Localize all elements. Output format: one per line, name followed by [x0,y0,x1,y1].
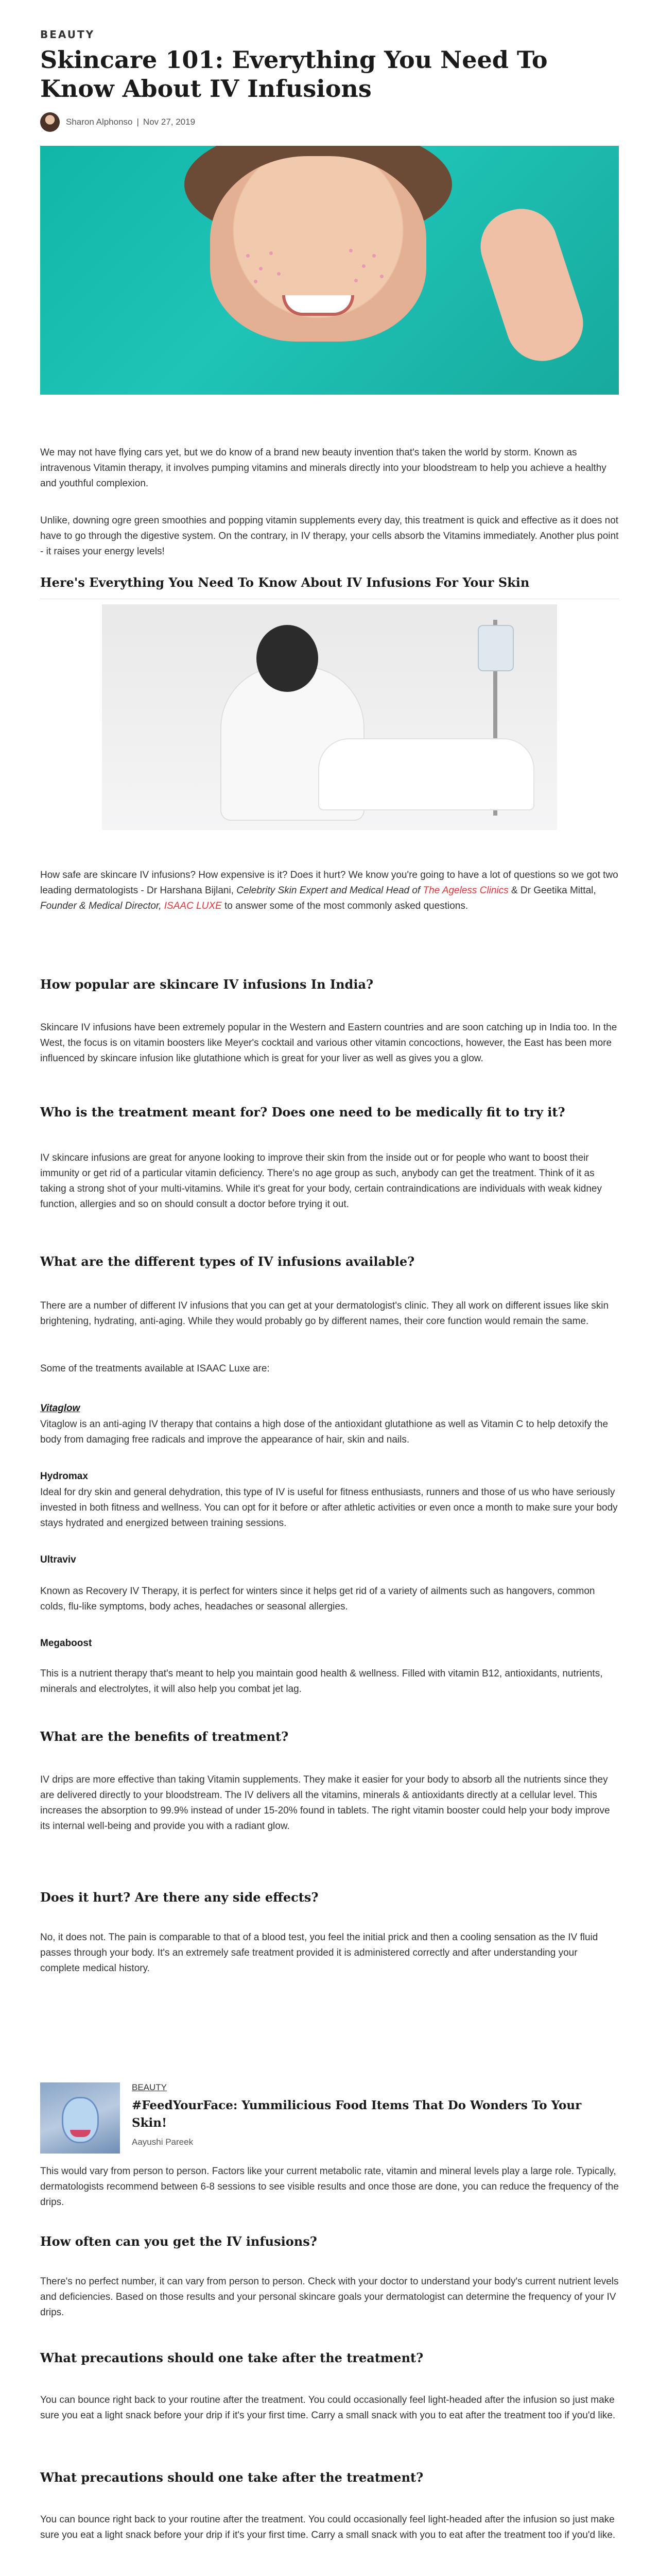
glitter-dot [254,280,257,283]
paragraph-side-effects: No, it does not. The pain is comparable to that of a blood test, you feel the initial prick and then a cooling sensation as the IV fluid passes through your body. It's an extremely safe treatment provided it is administered correctly and after understanding your complete medical history. [40,1932,598,1974]
section-heading-main: Here's Everything You Need To Know About IV Infusions For Your Skin [40,575,530,590]
hero-hand-shape [471,199,592,370]
intro-paragraph-1: We may not have flying cars yet, but we do know of a brand new beauty invention that's taken the world by storm. Known as intravenous Vitamin therapy, it involves pumping vitamins and minerals directly into your bloodstream to help you achieve a healthy and youthful complexion. [40,447,606,489]
heading-types: What are the different types of IV infusions available? [40,1254,415,1269]
link-ageless-clinics[interactable]: The Ageless Clinics [423,885,509,896]
heading-benefits: What are the benefits of treatment? [40,1729,289,1744]
byline [40,112,619,132]
link-isaac-luxe[interactable]: ISAAC LUXE [164,901,222,911]
related-article-card[interactable] [40,2082,619,2154]
glitter-dot [372,254,376,258]
hero-image [40,146,619,395]
author-name[interactable]: Sharon Alphonso [66,117,133,127]
related-article-author[interactable]: Aayushi Pareek [132,2137,194,2147]
heading-hydromax: Hydromax [40,1471,88,1482]
glitter-dot [277,272,281,276]
patient-shape [318,738,534,810]
paragraph-types: There are a number of different IV infusions that you can get at your dermatologist's clinic. They all work on different issues like skin brightening, hydrating, anti-aging. While they would probably go by different names, their core function would remain the same. [40,1300,609,1327]
heading-meant-for: Who is the treatment meant for? Does one need to be medically fit to try it? [40,1105,565,1120]
article-title: Skincare 101: Everything You Need To Know About IV Infusions [40,46,548,103]
paragraph-ultraviv: Known as Recovery IV Therapy, it is perfect for winters since it helps get rid of a variety of ailments such as hangovers, common colds, flu-like symptoms, body aches, headaches or seasonal allergies. [40,1586,595,1612]
glitter-dot [349,249,353,252]
qa-intro-credit-1: Celebrity Skin Expert and Medical Head of [236,885,421,896]
intro-paragraph-2: Unlike, downing ogre green smoothies and popping vitamin supplements every day, this treatment is quick and effective as it does not have to go through the digestive system. On the contrary, in IV therapy, your cells absorb the Vitamins immediately. Another plus point - it raises your energy levels! [40,515,619,557]
publish-date: Nov 27, 2019 [143,117,196,127]
paragraph-megaboost: This is a nutrient therapy that's meant to help you maintain good health & wellness. Filled with vitamin B12, antioxidants, nutrients, minerals and electrolytes, it will also help you combat jet lag. [40,1668,603,1694]
qa-intro-paragraph [40,868,619,914]
author-avatar[interactable] [40,112,60,132]
glitter-dot [354,279,358,282]
heading-precautions-2: What precautions should one take after the treatment? [40,2470,424,2485]
related-article-category[interactable]: BEAUTY [132,2082,167,2092]
doctor-head-shape [256,625,318,692]
paragraph-vitaglow: Vitaglow is an anti-aging IV therapy that contains a high dose of the antioxidant glutathione as well as Vitamin C to help detoxify the body from damaging free radicals and improve the appearance of hair, skin and nails. [40,1419,609,1445]
heading-side-effects: Does it hurt? Are there any side effects? [40,1890,319,1905]
paragraph-meant-for: IV skincare infusions are great for anyone looking to improve their skin from the inside out or for people who want to boost their immunity or get rid of a particular vitamin deficiency. There's no age group as such, anybody can get the treatment. Think of it as taking a strong shot of your multi-vitamins. While it's great for your body, certain contraindications are individuals with weak kidney function, allergies and so on should consult a doctor before trying it out. [40,1153,602,1210]
qa-intro-credit-2: Founder & Medical Director, [40,901,162,911]
related-article-body [132,2082,595,2147]
paragraph-sessions: This would vary from person to person. Factors like your current metabolic rate, vitamin and mineral levels play a large role. Typically, dermatologists recommend between 6-8 sessions to see visible results and once those are done, you can reduce the frequency of the drips. [40,2166,619,2208]
article-category[interactable]: BEAUTY [40,28,95,41]
heading-ultraviv: Ultraviv [40,1554,76,1565]
paragraph-precautions-2: You can bounce right back to your routine after the treatment. You could occasionally feel light-headed after the infusion so just make sure you eat a light snack before your drip if it's your first time. Carry a small snack with you to eat after the treatment too if you'd like. [40,2514,616,2540]
doctor-image [102,604,557,830]
paragraph-isaac-treatments: Some of the treatments available at ISAAC Luxe are: [40,1363,270,1374]
heading-megaboost: Megaboost [40,1638,92,1649]
heading-how-often: How often can you get the IV infusions? [40,2234,317,2249]
iv-bag-shape [478,625,514,671]
paragraph-popular: Skincare IV infusions have been extremely popular in the Western and Eastern countries and are soon catching up in India too. In the West, the focus is on vitamin boosters like Meyer's cocktail and various other vitamin concoctions, however, the East has been more influenced by skincare infusion like glutathione which is great for your liver as well as gives you a glow. [40,1022,617,1064]
related-article-title[interactable]: #FeedYourFace: Yummilicious Food Items That Do Wonders To Your Skin! [132,2098,582,2130]
glitter-dot [246,254,250,258]
qa-intro-part-1: How safe are skincare IV infusions? How expensive is it? Does it hurt? We know you're going to have a lot of questions so we got two leading dermatologists - Dr Harshana Bijlani, [40,870,618,896]
paragraph-how-often: There's no perfect number, it can vary from person to person. Check with your doctor to understand your body's current nutrient levels and deficiencies. Based on those results and your personal skincare goals your dermatologist can determine the frequency of your IV drips. [40,2276,619,2318]
hero-smile-shape [282,295,354,316]
glitter-dot [259,267,263,270]
heading-popular: How popular are skincare IV infusions In India? [40,977,374,992]
qa-intro-part-3: to answer some of the most commonly asked questions. [224,901,469,911]
glitter-dot [269,251,273,255]
qa-intro-part-2: & Dr Geetika Mittal, [511,885,596,896]
paragraph-hydromax: Ideal for dry skin and general dehydration, this type of IV is useful for fitness enthusiasts, runners and those of us who have seriously invested in both fitness and wellness. You can opt for it before or after athletic activities or even once a month to make sure your body stays hydrated and energized between training sessions. [40,1487,618,1529]
glitter-dot [380,275,384,278]
related-article-thumbnail[interactable] [40,2082,120,2154]
heading-precautions-1: What precautions should one take after the treatment? [40,2350,424,2365]
byline-separator: | [136,117,139,127]
heading-vitaglow[interactable]: Vitaglow [40,1403,80,1414]
glitter-dot [362,264,366,268]
paragraph-benefits: IV drips are more effective than taking Vitamin supplements. They make it easier for your body to absorb all the nutrients since they are delivered directly to your bloodstream. The IV delivers all the vitamins, minerals & antioxidants directly at a cellular level. This increases the absorption to 99.9% instead of under 15-20% found in tablets. The right vitamin booster could help your body improve its internal well-being and provide you with a radiant glow. [40,1774,610,1832]
paragraph-precautions-1: You can bounce right back to your routine after the treatment. You could occasionally feel light-headed after the infusion so just make sure you eat a light snack before your drip if it's your first time. Carry a small snack with you to eat after the treatment too if you'd like. [40,2395,616,2421]
